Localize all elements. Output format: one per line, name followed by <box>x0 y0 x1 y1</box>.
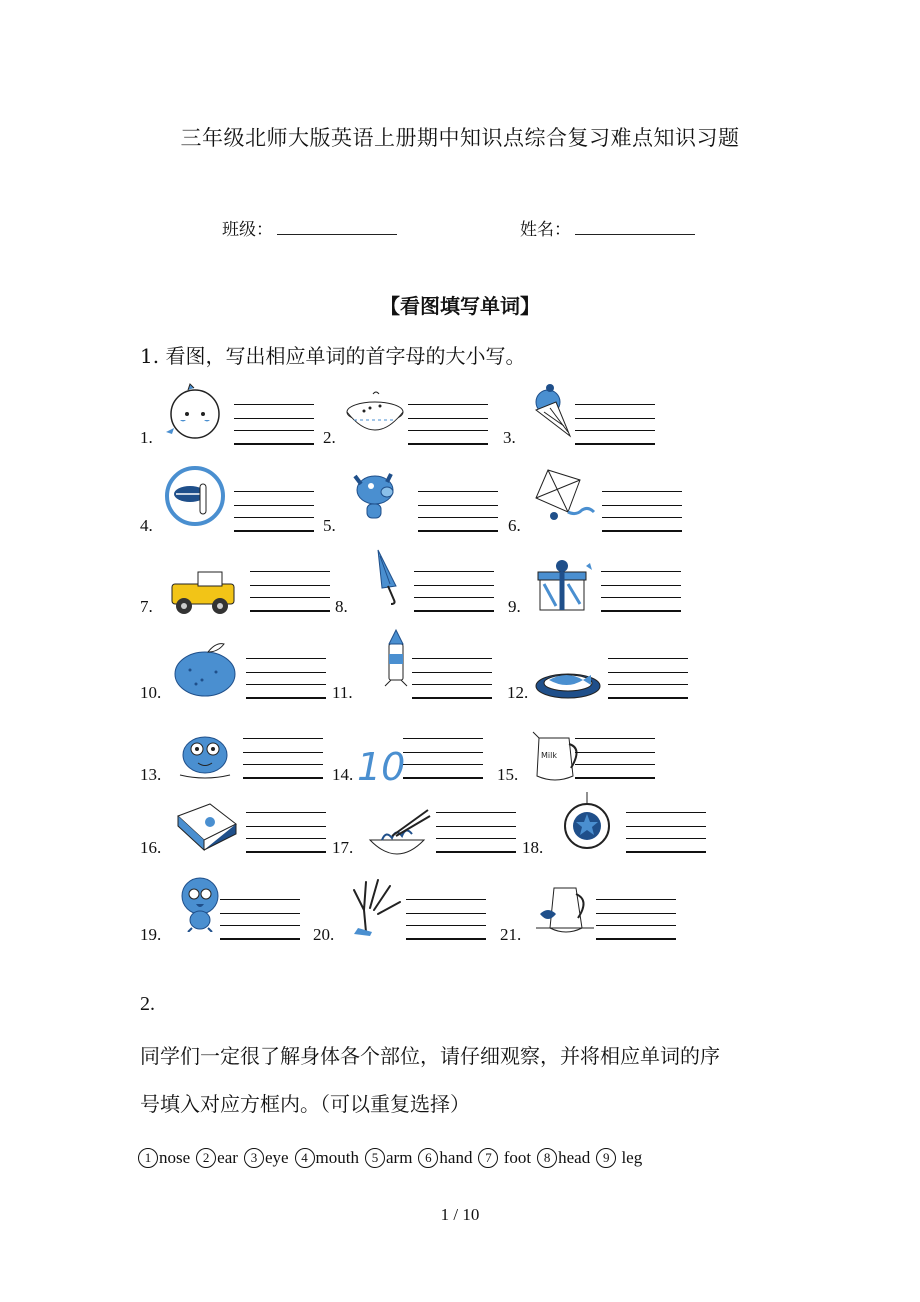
writing-lines[interactable] <box>414 571 494 611</box>
yo-yo-icon <box>552 792 622 856</box>
item-number: 9. <box>508 597 521 616</box>
question-1-instruction: 1. 看图，写出相应单词的首字母的大小写。 <box>140 344 526 368</box>
item-number: 2. <box>323 428 336 447</box>
umbrella-icon <box>352 546 422 610</box>
item-number: 1. <box>140 428 153 447</box>
word-option <box>596 1148 642 1167</box>
water-jug-icon <box>532 878 602 942</box>
item-number: 16. <box>140 838 162 857</box>
item-number: 6. <box>508 516 521 535</box>
writing-lines[interactable] <box>608 658 688 698</box>
noodles-icon <box>362 806 432 870</box>
word-option <box>244 1148 289 1167</box>
writing-lines[interactable] <box>234 491 314 531</box>
writing-lines[interactable] <box>596 899 676 939</box>
item-number: 4. <box>140 516 153 535</box>
item-number: 8. <box>335 597 348 616</box>
writing-lines[interactable] <box>406 899 486 939</box>
writing-lines[interactable] <box>436 812 516 852</box>
page-number: 1 / 10 <box>440 1205 480 1224</box>
gift-box-icon <box>530 556 600 620</box>
orange-icon <box>170 640 240 704</box>
option-number: 8 <box>537 1148 557 1168</box>
item-number: 17. <box>332 838 354 857</box>
option-number: 3 <box>244 1148 264 1168</box>
svg-text:10: 10 <box>357 745 406 789</box>
class-label: 班级： <box>222 220 273 240</box>
option-number: 7 <box>478 1148 498 1168</box>
name-field <box>520 215 695 240</box>
writing-lines[interactable] <box>246 658 326 698</box>
item-number: 7. <box>140 597 153 616</box>
writing-lines[interactable] <box>418 491 498 531</box>
item-number: 20. <box>313 925 335 944</box>
item-number: 18. <box>522 838 544 857</box>
item-number: 10. <box>140 683 162 702</box>
question-2-line-2: 号填入对应方框内。（可以重复选择） <box>140 1092 470 1116</box>
writing-lines[interactable] <box>412 658 492 698</box>
option-number: 9 <box>596 1148 616 1168</box>
writing-lines[interactable] <box>408 404 488 444</box>
item-number: 21. <box>500 925 522 944</box>
writing-lines[interactable] <box>575 404 655 444</box>
question-2-line-1: 同学们一定很了解身体各个部位，请仔细观察，并将相应单词的序 <box>140 1044 720 1068</box>
item-number: 15. <box>497 765 519 784</box>
option-word: eye <box>264 1148 289 1167</box>
word-option <box>295 1148 359 1167</box>
word-option <box>365 1148 412 1167</box>
class-blank[interactable] <box>277 220 397 235</box>
hand-icon <box>340 876 410 940</box>
writing-lines[interactable] <box>403 738 483 778</box>
kite-icon <box>528 464 598 528</box>
book-icon <box>170 796 240 860</box>
name-label: 姓名： <box>520 220 571 240</box>
round-face-icon <box>160 382 230 446</box>
item-number: 5. <box>323 516 336 535</box>
item-number: 12. <box>507 683 529 702</box>
mouth-icon <box>160 466 230 530</box>
writing-lines[interactable] <box>234 404 314 444</box>
section-heading: 【看图填写单词】 <box>380 294 540 318</box>
writing-lines[interactable] <box>602 491 682 531</box>
writing-lines[interactable] <box>243 738 323 778</box>
option-number: 5 <box>365 1148 385 1168</box>
option-number: 2 <box>196 1148 216 1168</box>
option-word: foot <box>499 1148 532 1167</box>
class-field <box>222 215 397 240</box>
item-number: 14. <box>332 765 354 784</box>
monster-icon <box>170 723 240 787</box>
name-blank[interactable] <box>575 220 695 235</box>
option-word: nose <box>159 1148 191 1167</box>
question-2-number: 2. <box>140 993 155 1015</box>
fish-plate-icon <box>533 650 603 714</box>
option-word: hand <box>439 1148 473 1167</box>
word-option <box>537 1148 590 1167</box>
writing-lines[interactable] <box>626 812 706 852</box>
word-option <box>196 1148 238 1167</box>
writing-lines[interactable] <box>575 738 655 778</box>
word-option <box>418 1148 472 1167</box>
word-option <box>478 1148 531 1167</box>
word-option <box>138 1148 190 1167</box>
pig-icon <box>345 462 415 526</box>
item-number: 3. <box>503 428 516 447</box>
option-word: mouth <box>315 1148 359 1167</box>
writing-lines[interactable] <box>246 812 326 852</box>
page-title: 三年级北师大版英语上册期中知识点综合复习难点知识习题 <box>180 126 740 150</box>
option-number: 4 <box>295 1148 315 1168</box>
option-word: ear <box>217 1148 238 1167</box>
word-options <box>138 1148 648 1168</box>
option-number: 6 <box>418 1148 438 1168</box>
rice-bowl-icon <box>340 386 410 450</box>
item-number: 11. <box>332 683 353 702</box>
option-word: leg <box>617 1148 643 1167</box>
option-word: arm <box>385 1148 413 1167</box>
item-number: 13. <box>140 765 162 784</box>
option-number: 1 <box>138 1148 158 1168</box>
writing-lines[interactable] <box>601 571 681 611</box>
writing-lines[interactable] <box>220 899 300 939</box>
item-number: 19. <box>140 925 162 944</box>
jeep-icon <box>158 562 248 626</box>
writing-lines[interactable] <box>250 571 330 611</box>
svg-text:Milk: Milk <box>541 751 557 760</box>
option-word: head <box>558 1148 591 1167</box>
